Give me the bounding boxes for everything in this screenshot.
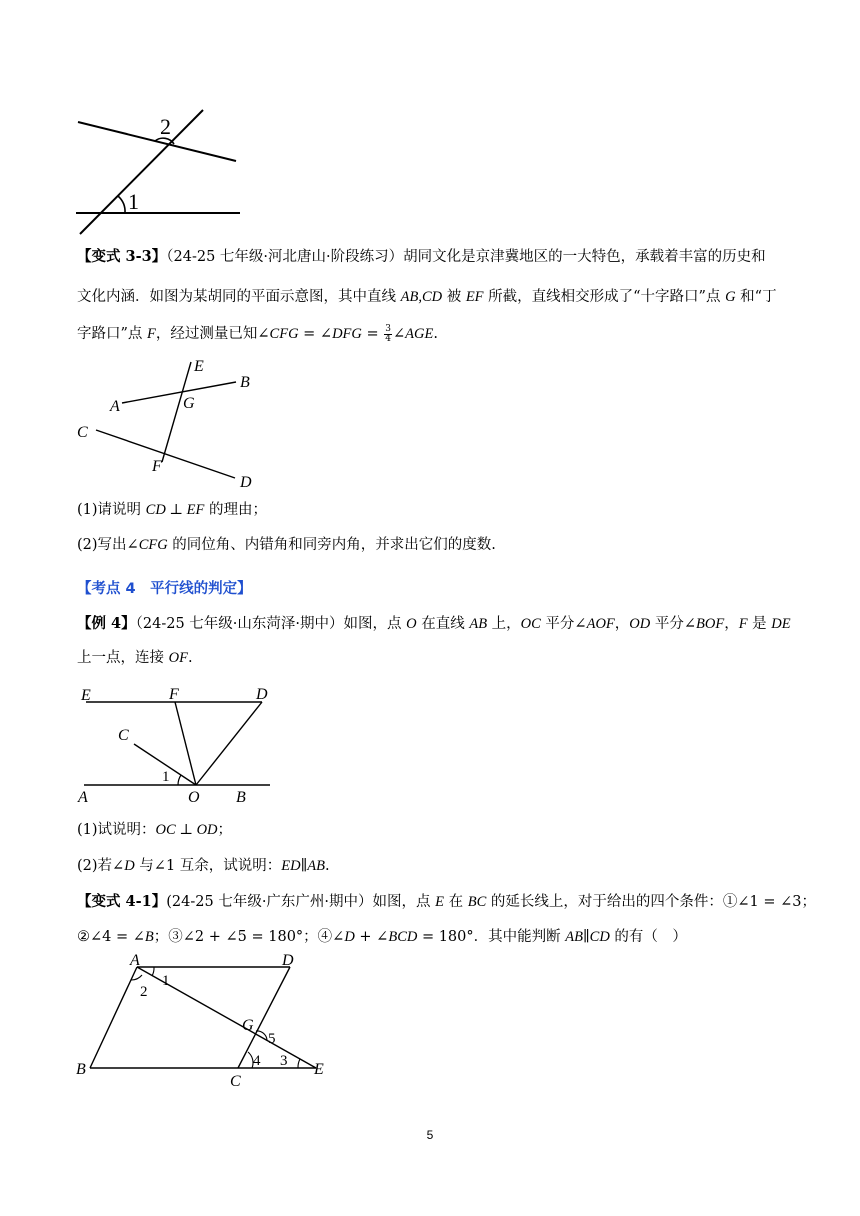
point-b-label: B bbox=[236, 789, 246, 806]
figure-example-4 bbox=[70, 680, 290, 810]
point-b-label: B bbox=[240, 374, 250, 391]
point-d-label: D bbox=[240, 474, 252, 491]
figure-street-plan bbox=[70, 352, 270, 492]
point-o-label: O bbox=[188, 789, 200, 806]
section-heading-4: 【考点 4 平行线的判定】 bbox=[77, 581, 252, 597]
angle-5-label: 5 bbox=[268, 1031, 276, 1047]
angle-2-label: 2 bbox=[160, 114, 171, 139]
point-e-label: E bbox=[81, 687, 91, 704]
point-c-label: C bbox=[230, 1073, 241, 1090]
point-a-label: A bbox=[78, 789, 88, 806]
angle-1-label: 1 bbox=[162, 769, 170, 785]
figure-variant-4-1 bbox=[70, 950, 340, 1090]
variant-4-1-line-1: 【变式 4-1】(24-25 七年级·广东广州·期中）如图，点 E 在 BC 的延长线上，对于给出的四个条件：①∠1 = ∠3； bbox=[77, 893, 816, 910]
point-d-label: D bbox=[282, 952, 294, 969]
point-a-label: A bbox=[130, 952, 140, 969]
variant-3-3-tag: 【变式 3-3】 bbox=[77, 248, 167, 265]
fraction-three-quarters: $\frac{3}{4}$ bbox=[385, 323, 391, 344]
point-b-label: B bbox=[76, 1061, 86, 1078]
point-c-label: C bbox=[77, 424, 88, 441]
point-e-label: E bbox=[314, 1061, 324, 1078]
point-f-label: F bbox=[169, 686, 179, 703]
angle-4-label: 4 bbox=[253, 1053, 261, 1069]
variant-3-3-question-1: (1)请说明 CD ⊥ EF 的理由； bbox=[77, 502, 268, 518]
variant-3-3-question-2: (2)写出∠CFG 的同位角、内错角和同旁内角，并求出它们的度数. bbox=[77, 537, 496, 553]
point-g-label: G bbox=[242, 1017, 254, 1034]
variant-3-3-line-1: 【变式 3-3】（24-25 七年级·河北唐山·阶段练习）胡同文化是京津冀地区的一大特色，承载着丰富的历史和 bbox=[77, 248, 766, 265]
point-e-label: E bbox=[194, 358, 204, 375]
page-number: 5 bbox=[426, 1128, 434, 1142]
variant-3-3-line-2: 文化内涵．如图为某胡同的平面示意图，其中直线 AB,CD 被 EF 所截，直线相交形成了“十字路口”点 G 和“丁 bbox=[77, 289, 777, 305]
example-4-line-2: 上一点，连接 OF. bbox=[77, 650, 193, 666]
example-4-line-1: 【例 4】（24-25 七年级·山东菏泽·期中）如图，点 O 在直线 AB 上，OC 平分∠AOF，OD 平分∠BOF，F 是 DE bbox=[77, 615, 791, 632]
example-4-question-1: (1)试说明：OC ⊥ OD； bbox=[77, 822, 233, 838]
figure-angles-1-2 bbox=[70, 100, 250, 235]
angle-1-label: 1 bbox=[128, 189, 139, 214]
example-4-question-2: (2)若∠D 与∠1 互余，试说明：ED∥AB. bbox=[77, 858, 330, 874]
point-f-label: F bbox=[152, 458, 162, 475]
angle-3-label: 3 bbox=[280, 1053, 288, 1069]
point-c-label: C bbox=[118, 727, 129, 744]
point-d-label: D bbox=[256, 686, 268, 703]
point-g-label: G bbox=[183, 395, 195, 412]
angle-2-label: 2 bbox=[140, 984, 148, 1000]
point-a-label: A bbox=[110, 398, 120, 415]
angle-1-label: 1 bbox=[162, 973, 170, 989]
variant-3-3-line-3: 字路口”点 F，经过测量已知∠CFG = ∠DFG = $\frac{3}{4}$ ∠AGE. bbox=[77, 323, 438, 344]
variant-4-1-line-2: ②∠4 = ∠B；③∠2 + ∠5 = 180°；④∠D + ∠BCD = 180°．其中能判断 AB∥CD 的有（ ） bbox=[77, 929, 687, 945]
